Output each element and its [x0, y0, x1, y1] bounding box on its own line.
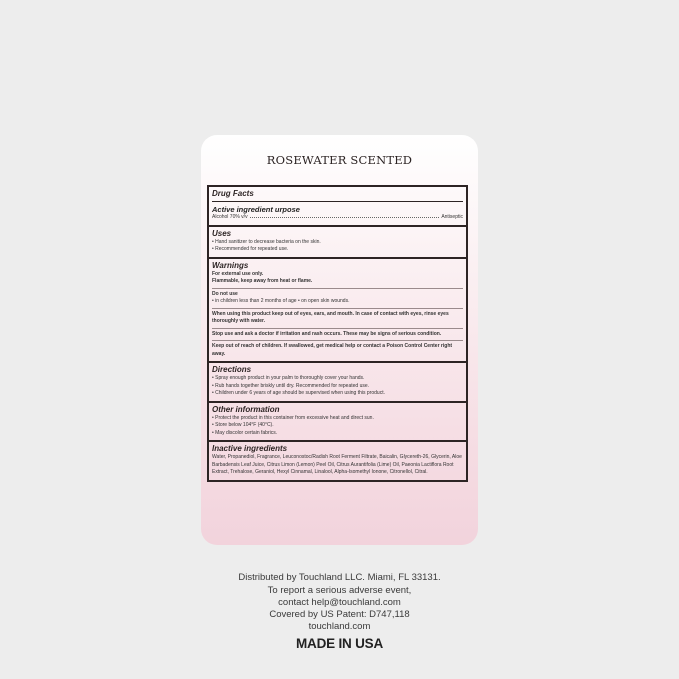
uses-line: • Recommended for repeated use.: [212, 246, 289, 252]
scent-title: ROSEWATER SCENTED: [266, 153, 413, 167]
other-information-line: • May discolor certain fabrics.: [212, 429, 278, 436]
uses-heading: Uses: [212, 228, 232, 238]
product-label-card: [201, 135, 478, 545]
keep-out-text: Keep out of reach of children. If swallowed, get medical help or contact a Poison Control Center right away.: [212, 343, 453, 357]
directions-line: • Rub hands together briskly until dry. Recommended for repeated use.: [212, 382, 370, 389]
drug-facts-heading: Drug Facts: [212, 189, 254, 198]
other-information-line: • Protect the product in this container from excessive heat and direct sun.: [212, 414, 374, 421]
active-ingredient-heading: Active ingredient urpose: [212, 201, 463, 214]
keep-out-block: [212, 340, 463, 358]
footer-line: Distributed by Touchland LLC. Miami, FL 33131.: [238, 572, 441, 583]
uses-section: [209, 227, 466, 259]
stop-use-text: Stop use and ask a doctor if irritation and rash occurs. These may be signs of serious condition.: [212, 330, 442, 337]
footer-line: contact help@touchland.com: [278, 597, 401, 608]
do-not-use-heading: Do not use: [212, 290, 238, 297]
directions-line: • Spray enough product in your palm to thoroughly cover your hands.: [212, 375, 365, 381]
active-ingredient-name: Alcohol 70% v/v: [212, 214, 248, 220]
footer-line: Covered by US Patent: D747,118: [269, 609, 410, 620]
inactive-ingredients-text: Water, Propanediol, Fragrance, Leuconostoc/Radish Root Ferment Filtrate, Baicalin, Glycereth-26, Glycerin, Aloe Barbadensis Leaf Juice, Citrus Limon (Lemon) Peel Oil, Citrus Aurantifolia (Lime) Oil, Paeonia Lactiflora Root Extract, Trehalose, Geraniol, Hexyl Cinnamal, Linalool, Alpha-Isomethyl Ionone, Citronellol, Citral.: [212, 454, 462, 475]
do-not-use-block: [212, 288, 463, 306]
footer-website: touchland.com: [308, 621, 371, 632]
active-ingredient-row: [212, 214, 463, 222]
other-information-heading: Other information: [212, 404, 280, 414]
drug-facts-panel: [207, 185, 468, 482]
uses-line: • Hand sanitizer to decrease bacteria on the skin.: [212, 238, 321, 245]
warnings-section: [209, 259, 466, 364]
flammable-text: Flammable, keep away from heat or flame.: [212, 278, 313, 284]
active-ingredient-purpose: Antiseptic: [441, 214, 463, 220]
dot-leader: [250, 217, 440, 218]
directions-heading: Directions: [212, 365, 252, 374]
external-use-text: For external use only.: [212, 270, 264, 277]
warnings-heading: Warnings: [212, 260, 249, 270]
directions-section: [209, 363, 466, 403]
do-not-use-text: • in children less than 2 months of age • on open skin wounds.: [212, 298, 350, 304]
when-using-text: When using this product keep out of eyes, ears, and mouth. In case of contact with eyes, rinse eyes thoroughly with water.: [212, 310, 449, 324]
stop-use-block: [212, 328, 463, 339]
made-in-usa-text: MADE IN USA: [295, 636, 384, 651]
inactive-ingredients-heading: Inactive ingredients: [212, 444, 288, 453]
footer-line: To report a serious adverse event,: [267, 585, 412, 596]
other-information-line: • Store below 104°F (40°C).: [212, 422, 274, 428]
active-ingredient-section: [209, 187, 466, 227]
inactive-ingredients-section: [209, 442, 466, 480]
other-information-section: [209, 403, 466, 443]
directions-line: • Children under 6 years of age should be supervised when using this product.: [212, 390, 385, 396]
when-using-block: [212, 308, 463, 326]
